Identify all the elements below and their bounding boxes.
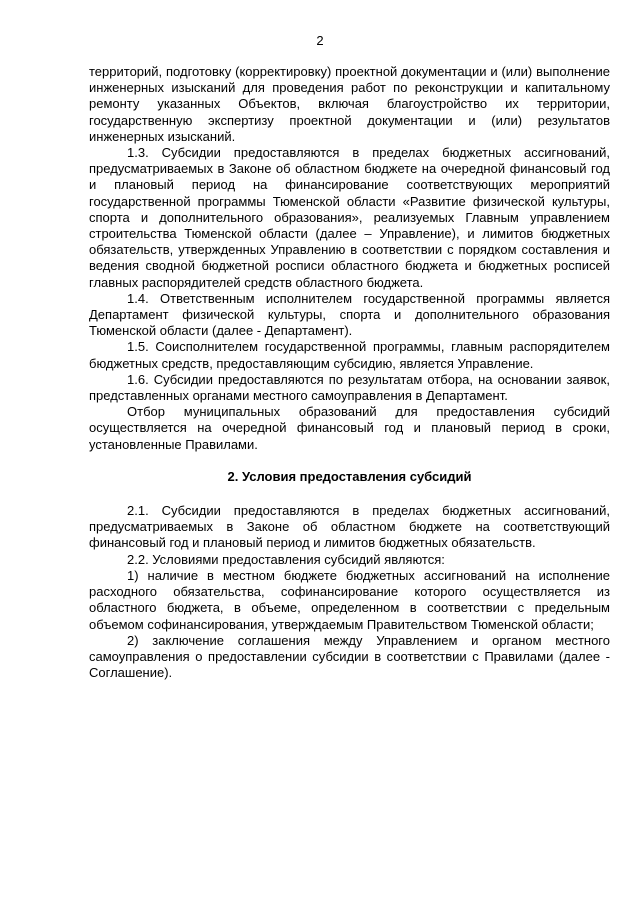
paragraph-2-2: 2.2. Условиями предоставления субсидий являются: [127, 551, 445, 567]
document-body [89, 64, 610, 681]
paragraph-continuation: территорий, подготовку (корректировку) проектной документации и (или) выполнение инженерных изысканий для проведения работ по реконструкции и капитальному ремонту указанных Объектов, включая благоустройство их территории, государственную экспертизу проектной документации и (или) результатов инженерных изысканий. [89, 64, 610, 144]
paragraph-1-6: 1.6. Субсидии предоставляются по результатам отбора, на основании заявок, представленных органами местного самоуправления в Департамент. [89, 371, 610, 404]
condition-item-1: 1) наличие в местном бюджете бюджетных ассигнований на исполнение расходного обязательства, софинансирование которого осуществляется из областного бюджета, в объеме, определенном в соответствии с предельным объемом софинансирования, утверждаемым Правительством Тюменской области; [89, 567, 610, 632]
paragraph-1-3: 1.3. Субсидии предоставляются в пределах бюджетных ассигнований, предусматриваемых в Законе об областном бюджете на очередной финансовый год и плановый период на финансирование соответствующих мероприятий государственной программы Тюменской области «Развитие физической культуры, спорта и дополнительного образования», реализуемых Главным управлением строительства Тюменской области (далее – Управление), и лимитов бюджетных обязательств, утвержденных Управлению в соответствии с порядком составления и ведения сводной бюджетной росписи областного бюджета и бюджетных росписей главных распорядителей средств областного бюджета. [89, 145, 610, 290]
paragraph-1-5: 1.5. Соисполнителем государственной программы, главным распорядителем бюджетных средств, предоставляющим субсидию, является Управление. [89, 339, 610, 371]
paragraph-1-4: 1.4. Ответственным исполнителем государственной программы является Департамент физической культуры, спорта и дополнительного образования Тюменской области (далее - Департамент). [89, 290, 610, 339]
section-heading: 2. Условия предоставления субсидий [227, 468, 472, 484]
condition-item-2: 2) заключение соглашения между Управлением и органом местного самоуправления о предоставлении субсидии в соответствии с Правилами (далее - Соглашение). [89, 632, 610, 681]
page-number: 2 [316, 33, 324, 48]
paragraph-selection: Отбор муниципальных образований для предоставления субсидий осуществляется на очередной финансовый год и плановый период в сроки, установленные Правилами. [89, 404, 610, 452]
paragraph-2-1: 2.1. Субсидии предоставляются в пределах бюджетных ассигнований, предусматриваемых в Законе об областном бюджете на соответствующий финансовый год и плановый период и лимитов бюджетных обязательств. [89, 503, 610, 551]
